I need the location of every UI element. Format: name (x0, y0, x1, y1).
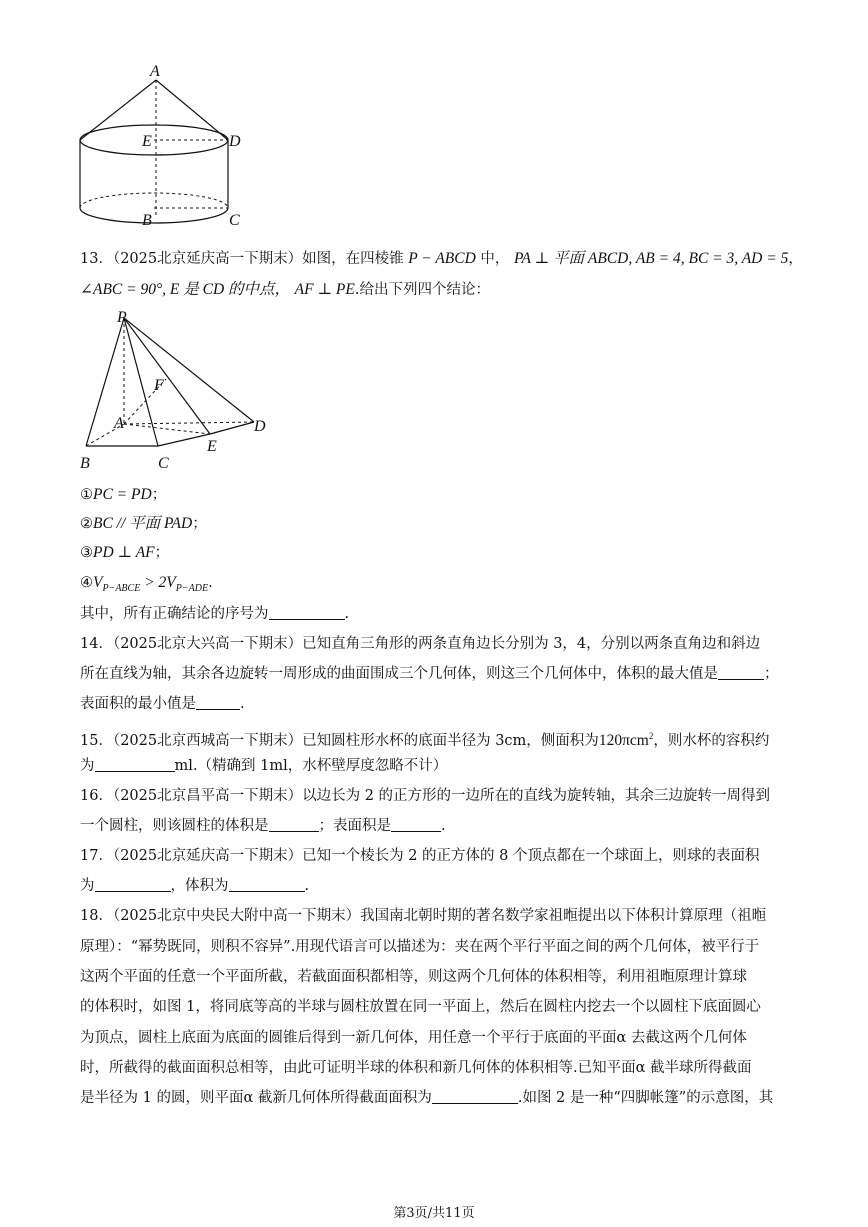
c4-sub2: P−ADE (175, 583, 209, 594)
q18-line5: 为顶点，圆柱上底面为底面的圆锥后得到一新几何体，用任意一个平行于底面的平面α 去截这两个几何体 (80, 1030, 747, 1046)
q13-ask-end: . (344, 606, 350, 622)
q13-ask-prefix: 其中，所有正确结论的序号为 (80, 606, 269, 622)
c2-mark: ② (80, 516, 93, 532)
label-E: E (207, 438, 217, 455)
answer-blank[interactable] (196, 695, 240, 710)
q15-line1 (80, 726, 769, 751)
q13-line1 (80, 249, 803, 269)
q15-line2 (80, 756, 447, 776)
c4-sub1: P−ABCE (102, 583, 141, 594)
label-A: A (150, 63, 160, 80)
label-E: E (142, 133, 152, 150)
q14-line1: 14．（2025北京大兴高一下期末）已知直角三角形的两条直角边长分别为 3，4，分别以两条直角边和斜边 (80, 636, 761, 652)
q13-conclusion-1 (80, 485, 166, 505)
answer-blank[interactable] (432, 1089, 518, 1104)
c4-end: . (208, 575, 213, 591)
answer-blank[interactable] (269, 817, 319, 832)
c2-text: BC // 平面 PAD (93, 515, 193, 532)
label-D: D (254, 418, 266, 435)
q13-line2 (80, 280, 490, 300)
q15-line1a: 15．（2025北京西城高一下期末）已知圆柱形水杯的底面半径为 3cm，侧面积为 (80, 733, 599, 749)
q15-line2a: 为 (80, 758, 95, 774)
q14-line3b: . (240, 696, 245, 712)
q16-line2a: 一个圆柱，则该圆柱的体积是 (80, 818, 269, 834)
q16-line2c: . (441, 818, 446, 834)
q18-line4: 的体积时，如图 1，将同底等高的半球与圆柱放置在同一平面上，然后在圆柱内挖去一个以圆柱下底面圆心 (80, 999, 761, 1015)
q13-pyramid: P − ABCD (408, 250, 476, 267)
q15-sup: 2 (648, 731, 654, 741)
q13-intro: 如图，在四棱锥 (302, 251, 404, 267)
c1-end: ； (151, 487, 167, 503)
q15-line2b: ml.（精确到 1ml，水杯壁厚度忽略不计） (174, 758, 448, 774)
label-A: A (114, 415, 124, 432)
answer-blank[interactable] (269, 605, 345, 620)
q14-line2a: 所在直线为轴，其余各边旋转一周形成的曲面围成三个几何体，则这三个几何体中，体积的最大值是 (80, 666, 718, 682)
c3-mark: ③ (80, 545, 93, 561)
answer-blank[interactable] (718, 665, 764, 680)
q17-line2a: 为 (80, 878, 95, 894)
c3-end: ； (154, 545, 170, 561)
label-B: B (80, 455, 90, 472)
c4-mark: ④ (80, 575, 93, 591)
page-footer: 第3页/共11页 (393, 1206, 475, 1221)
q14-line2 (80, 664, 779, 684)
q14-line3 (80, 694, 245, 714)
label-P: P (117, 309, 127, 326)
q17-line2c: . (304, 878, 310, 894)
q15-area: 120πcm (598, 732, 649, 749)
q13-number: 13． (80, 251, 113, 267)
q18-line3: 这两个平面的任意一个平面所截，若截面面积都相等，则这两个几何体的体积相等，利用祖暅原理计算球 (80, 969, 747, 985)
answer-blank[interactable] (391, 817, 441, 832)
q13-punct1: ， (788, 251, 803, 267)
cone-cylinder-figure (72, 62, 262, 230)
label-C: C (158, 455, 169, 472)
c4-rel: > 2V (140, 574, 176, 591)
answer-blank[interactable] (95, 757, 175, 772)
q13-mid: 中， (480, 251, 510, 267)
c1-text: PC = PD (93, 486, 152, 503)
q13-condition3: AF ⊥ PE (294, 281, 355, 298)
q18-line6: 时，所截得的截面面积总相等，由此可证明半球的体积和新几何体的体积相等.已知平面α 截半球所得截面 (80, 1060, 752, 1076)
label-F: F (154, 377, 164, 394)
q16-line2b: ；表面积是 (318, 818, 391, 834)
q13-ask (80, 604, 349, 624)
q13-conclusion-4 (80, 573, 213, 599)
q13-source: （2025北京延庆高一下期末） (112, 251, 303, 267)
q13-tail: .给出下列四个结论： (354, 282, 490, 298)
c3-text: PD ⊥ AF (93, 544, 155, 561)
q17-line1: 17．（2025北京延庆高一下期末）已知一个棱长为 2 的正方体的 8 个顶点都在一个球面上，则球的表面积 (80, 848, 760, 864)
q18-line7 (80, 1088, 773, 1108)
c2-end: ； (192, 516, 207, 532)
q17-line2 (80, 876, 309, 896)
q13-condition2: ∠ABC = 90°, E 是 CD 的中点， (80, 281, 291, 298)
answer-blank[interactable] (95, 877, 171, 892)
q13-conclusion-2 (80, 514, 207, 534)
q13-condition1: PA ⊥ 平面 ABCD, AB = 4, BC = 3, AD = 5 (514, 250, 789, 267)
label-C: C (229, 212, 240, 229)
q18-line7a: 是半径为 1 的圆，则平面α 截新几何体所得截面面积为 (80, 1090, 432, 1106)
label-B: B (142, 212, 152, 229)
q18-line2: 原理）：“幂势既同，则积不容异”.用现代语言可以描述为：夹在两个平行平面之间的两个几何体，被平行于 (80, 939, 760, 955)
label-D: D (229, 133, 241, 150)
q14-line2b: ； (764, 666, 779, 682)
q18-line7b: .如图 2 是一种“四脚帐篷”的示意图，其 (517, 1090, 774, 1106)
answer-blank[interactable] (229, 877, 305, 892)
q16-line2 (80, 816, 446, 836)
q18-line1: 18．（2025北京中央民大附中高一下期末）我国南北朝时期的著名数学家祖暅提出以下体积计算原理（祖暅 (80, 908, 767, 924)
q15-line1b: ，则水杯的容积约 (653, 733, 770, 749)
c4-v: V (93, 574, 103, 591)
pyramid-figure (74, 306, 274, 476)
q17-line2b: ，体积为 (170, 878, 229, 894)
c1-mark: ① (80, 487, 93, 503)
q14-line3a: 表面积的最小值是 (80, 696, 196, 712)
q16-line1: 16．（2025北京昌平高一下期末）以边长为 2 的正方形的一边所在的直线为旋转轴，其余三边旋转一周得到 (80, 788, 771, 804)
q13-conclusion-3 (80, 543, 169, 563)
